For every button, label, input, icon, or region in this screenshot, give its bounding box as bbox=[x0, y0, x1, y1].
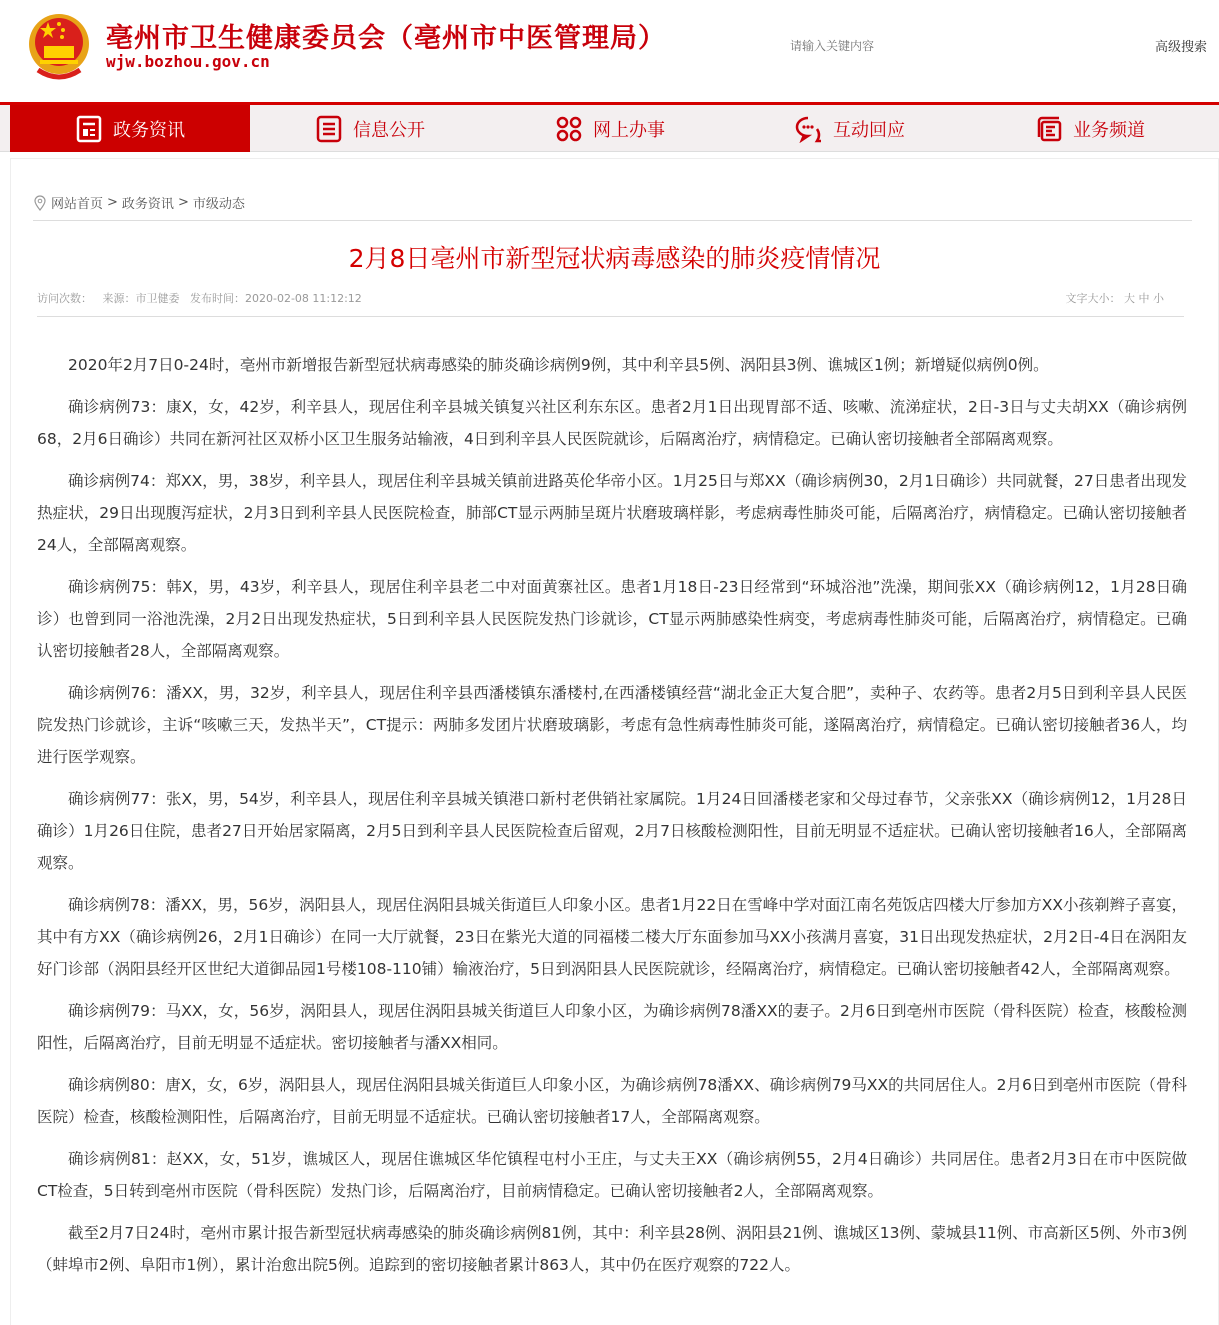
nav-item-interaction[interactable] bbox=[730, 105, 970, 152]
breadcrumb-city-news[interactable]: 市级动态 bbox=[192, 197, 245, 212]
divider bbox=[33, 220, 1192, 221]
article-title: 2月8日亳州市新型冠状病毒感染的肺炎疫情情况 bbox=[348, 244, 881, 273]
article-meta: 访问次数： 来源：市卫健委 发布时间：2020-02-08 11:12:12 bbox=[37, 292, 362, 305]
grid-icon bbox=[555, 115, 583, 143]
nav-item-news[interactable] bbox=[10, 105, 250, 152]
nav-item-business-channel[interactable] bbox=[970, 105, 1210, 152]
site-url: wjw.bozhou.gov.cn bbox=[106, 52, 270, 71]
paragraph: 确诊病例80：唐X，女，6岁，涡阳县人，现居住涡阳县城关街道巨人印象小区，为确诊病例78潘XX、确诊病例79马XX的共同居住人。2月6日到亳州市医院（骨科医院）检查，核酸检测阳性，后隔离治疗，目前无明显不适症状。已确认密切接触者17人，全部隔离观察。 bbox=[37, 1076, 1187, 1126]
breadcrumb-home[interactable]: 网站首页 bbox=[51, 197, 104, 212]
location-pin-icon bbox=[33, 195, 47, 211]
paragraph: 确诊病例81：赵XX，女，51岁，谯城区人，现居住谯城区华佗镇程屯村小王庄，与丈夫王XX（确诊病例55，2月4日确诊）共同居住。患者2月3日在市中医院做CT检查，5日转到亳州市医院（骨科医院）发热门诊，后隔离治疗，目前病情稳定。已确认密切接触者2人，全部隔离观察。 bbox=[37, 1150, 1187, 1200]
paragraph: 截至2月7日24时，亳州市累计报告新型冠状病毒感染的肺炎确诊病例81例，其中：利辛县28例、涡阳县21例、谯城区13例、蒙城县11例、市高新区5例、外市3例（蚌埠市2例、阜阳市1例），累计治愈出院5例。追踪到的密切接触者累计863人，其中仍在医疗观察的722人。 bbox=[37, 1224, 1187, 1274]
search-input[interactable] bbox=[790, 36, 1110, 56]
site-header bbox=[0, 0, 1219, 102]
paragraph: 2020年2月7日0-24时，亳州市新增报告新型冠状病毒感染的肺炎确诊病例9例，其中利辛县5例、涡阳县3例、谯城区1例；新增疑似病例0例。 bbox=[68, 356, 1049, 374]
breadcrumb-separator: > bbox=[177, 195, 189, 210]
font-size-control[interactable]: 文字大小： 大 中 小 bbox=[1065, 292, 1164, 305]
nav-item-online-service[interactable] bbox=[490, 105, 730, 152]
paragraph: 确诊病例74：郑XX，男，38岁，利辛县人，现居住利辛县城关镇前进路英伦华帝小区。1月25日与郑XX（确诊病例30，2月1日确诊）共同就餐，27日患者出现发热症状，29日出现腹泻症状，2月3日到利辛县人民医院检查，肺部CT显示两肺呈斑片状磨玻璃样影，考虑病毒性肺炎可能，后隔离治疗，病情稳定。已确认密切接触者24人，全部隔离观察。 bbox=[37, 472, 1187, 554]
national-emblem-icon bbox=[26, 12, 92, 82]
breadcrumb-news[interactable]: 政务资讯 bbox=[121, 197, 174, 212]
paragraph: 确诊病例77：张X，男，54岁，利辛县人，现居住利辛县城关镇港口新村老供销社家属院。1月24日回潘楼老家和父母过春节，父亲张XX（确诊病例12，1月28日确诊）1月26日住院，患者27日开始居家隔离，2月5日到利辛县人民医院检查后留观，2月7日核酸检测阳性，目前无明显不适症状。已确认密切接触者16人，全部隔离观察。 bbox=[37, 790, 1187, 872]
nav-label: 互动回应 bbox=[833, 119, 905, 141]
divider bbox=[37, 316, 1184, 317]
paragraph: 确诊病例79：马XX，女，56岁，涡阳县人，现居住涡阳县城关街道巨人印象小区，为确诊病例78潘XX的妻子。2月6日到亳州市医院（骨科医院）检查，核酸检测阳性，后隔离治疗，目前无明显不适症状。密切接触者与潘XX相同。 bbox=[37, 1002, 1187, 1052]
channel-icon bbox=[1035, 115, 1063, 143]
news-icon bbox=[75, 115, 103, 143]
nav-label: 政务资讯 bbox=[113, 119, 185, 141]
nav-label: 信息公开 bbox=[353, 119, 425, 141]
main-nav bbox=[0, 102, 1219, 152]
paragraph: 确诊病例73：康X，女，42岁，利辛县人，现居住利辛县城关镇复兴社区利东东区。患者2月1日出现胃部不适、咳嗽、流涕症状，2日-3日与丈夫胡XX（确诊病例68，2月6日确诊）共同在新河社区双桥小区卫生服务站输液，4日到利辛县人民医院就诊，后隔离治疗，病情稳定。已确认密切接触者全部隔离观察。 bbox=[37, 398, 1187, 448]
paragraph: 确诊病例78：潘XX，男，56岁，涡阳县人，现居住涡阳县城关街道巨人印象小区。患者1月22日在雪峰中学对面江南名苑饭店四楼大厅参加方XX小孩剃辫子喜宴，其中有方XX（确诊病例26，2月1日确诊）在同一大厅就餐，23日在紫光大道的同福楼二楼大厅东面参加马XX小孩满月喜宴，31日出现发热症状，2月2日-4日在涡阳友好门诊部（涡阳县经开区世纪大道御品园1号楼108-110铺）输液治疗，5日到涡阳县人民医院就诊，经隔离治疗，病情稳定。已确认密切接触者42人，全部隔离观察。 bbox=[37, 896, 1188, 978]
nav-label: 网上办事 bbox=[593, 119, 665, 141]
article-body bbox=[37, 349, 1187, 1291]
advanced-search-link[interactable]: 高级搜索 bbox=[1154, 40, 1207, 55]
article-container bbox=[10, 158, 1219, 1325]
breadcrumb bbox=[33, 193, 245, 212]
breadcrumb-separator: > bbox=[107, 195, 118, 210]
list-icon bbox=[315, 115, 343, 143]
nav-label: 业务频道 bbox=[1073, 119, 1145, 141]
site-title[interactable]: 亳州市卫生健康委员会（亳州市中医管理局） bbox=[106, 23, 666, 54]
nav-item-info[interactable] bbox=[250, 105, 490, 152]
paragraph: 确诊病例76：潘XX，男，32岁，利辛县人，现居住利辛县西潘楼镇东潘楼村,在西潘楼镇经营“湖北金正大复合肥”，卖种子、农药等。患者2月5日到利辛县人民医院发热门诊就诊，主诉“咳嗽三天，发热半天”，CT提示：两肺多发团片状磨玻璃影，考虑有急性病毒性肺炎可能，遂隔离治疗，病情稳定。已确认密切接触者36人，均进行医学观察。 bbox=[37, 684, 1187, 766]
chat-icon bbox=[795, 115, 823, 143]
paragraph: 确诊病例75：韩X，男，43岁，利辛县人，现居住利辛县老二中对面黄寨社区。患者1月18日-23日经常到“环城浴池”洗澡，期间张XX（确诊病例12，1月28日确诊）也曾到同一浴池洗澡，2月2日出现发热症状，5日到利辛县人民医院发热门诊就诊，CT显示两肺感染性病变，考虑病毒性肺炎可能，后隔离治疗，病情稳定。已确认密切接触者28人，全部隔离观察。 bbox=[37, 578, 1187, 660]
